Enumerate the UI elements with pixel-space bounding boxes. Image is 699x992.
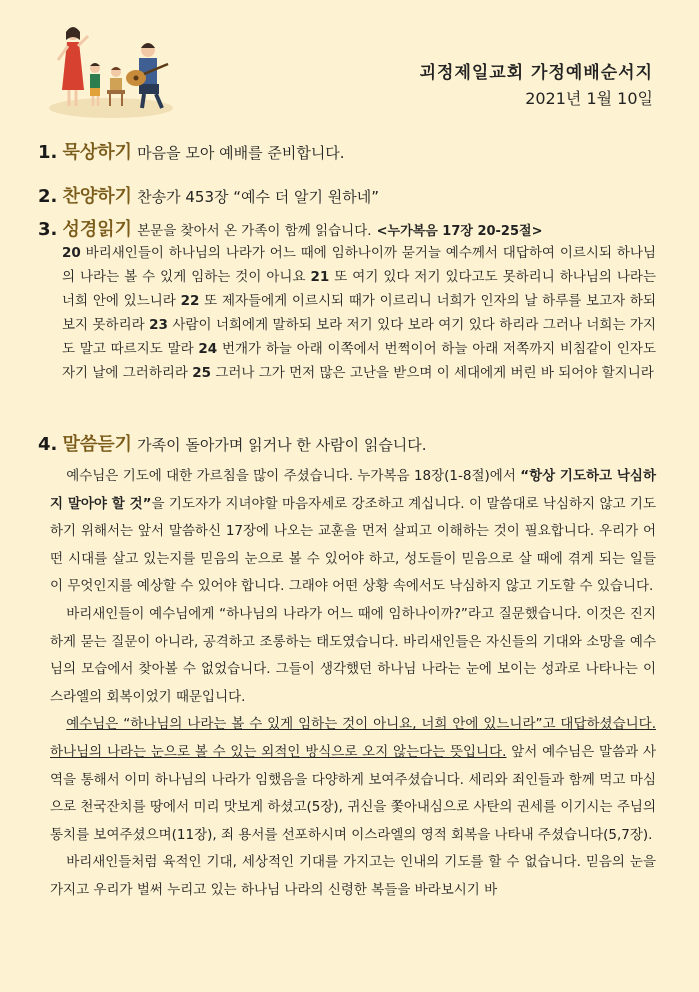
section-number: 3. [38,219,58,240]
section-title: 묵상하기 [62,142,133,163]
section-meditation [38,138,345,164]
sermon-text: 앞서 예수님은 말씀과 사역을 통해서 이미 하나님의 나라가 임했음을 다양하게 보여주셨습니다. 세리와 죄인들과 함께 먹고 마심으로 천국잔치를 땅에서 미리 맛보게 하셨고(5장), 귀신을 쫓아내심으로 사탄의 권세를 이기시는 주님의 통치를 보여주셨으며(11장), 죄 용서를 선포하시며 이스라엘의 영적 회복을 나타내 주셨습니다(5,7장). [50,743,656,843]
church-title: 괴정제일교회 가정예배순서지 [419,63,653,83]
family-worship-illustration [44,20,179,120]
section-number: 1. [38,142,58,163]
sermon-text: 예수님은 기도에 대한 가르침을 많이 주셨습니다. 누가복음 18장(1-8절)에서 [66,468,521,484]
section-description: 본문을 찾아서 온 가족이 함께 읽습니다. [137,223,372,239]
verse-text: 바리새인들이 하나님의 나라가 어느 때에 임하나이까 묻거늘 예수께서 대답하여 이르시되 하나님의 나라는 볼 수 있게 임하는 것이 아니요 [62,245,656,285]
verse-text: 사람이 너희에게 말하되 보라 저기 있다 보라 여기 있다 하리라 그러나 너희는 가지도 말고 따르지도 말라 [62,317,657,357]
section-description: 찬송가 453장 “예수 더 알기 원하네” [137,188,380,206]
mother-figure [58,27,88,106]
verse-number: 24 [198,341,218,357]
section-number: 2. [38,186,58,207]
sermon-text: 을 기도자가 지녀야할 마음자세로 강조하고 계십니다. 이 말씀대로 낙심하지 않고 기도하기 위해서는 앞서 말씀하신 17장에 나오는 교훈을 먼저 살피고 이해하는 것이 필요합니다. 우리가 어떤 시대를 살고 있는지를 믿음의 눈으로 볼 수 있어야 하고, 성도들이 믿음으로 살 때에 겪게 되는 일들이 무엇인지를 예상할 수 있어야 합니다. 그래야 어떤 상황 속에서도 낙심하지 않고 기도할 수 있습니다. [50,495,656,595]
verse-text: 번개가 하늘 아래 이쪽에서 번쩍이어 하늘 아래 저쪽까지 비침같이 인자도 자기 날에 그러하리라 [62,341,656,381]
sermon-paragraph [50,463,656,601]
scripture-reference: <누가복음 17장 20-25절> [376,224,543,239]
verse-number: 20 [62,245,81,261]
section-title: 성경읽기 [62,219,133,240]
verse-text: 또 여기 있다 저기 있다고도 못하리니 하나님의 나라는 너희 안에 있느니라 [62,269,656,309]
verse-text: 또 제자들에게 이르시되 때가 이르리니 너희가 인자의 날 하루를 보고자 하되 보지 못하리라 [62,293,656,333]
underlined-text: 예수님은 “하나님의 나라는 볼 수 있게 임하는 것이 아니요, 너희 안에 있느니라”고 대답하셨습니다. 하나님의 나라는 눈으로 볼 수 있는 외적인 방식으로 오지 않는다는 뜻입니다. [50,716,656,760]
verse-number: 21 [310,269,330,285]
section-description: 가족이 돌아가며 읽거나 한 사람이 읽습니다. [137,436,427,454]
verse-number: 23 [149,317,168,333]
sermon-paragraph: 바리새인들이 예수님에게 “하나님의 나라가 어느 때에 임하나이까?”라고 질문했습니다. 이것은 진지하게 묻는 질문이 아니라, 공격하고 조롱하는 태도였습니다. 바리새인들은 자신들의 기대와 소망을 예수님의 모습에서 찾아볼 수 없었습니다. 그들이 생각했던 하나님 나라는 눈에 보이는 성과로 나타나는 이스라엘의 회복이었기 때문입니다. [50,605,656,705]
section-praise [38,182,379,208]
section-title: 말씀듣기 [62,434,133,455]
section-title: 찬양하기 [62,186,133,207]
section-number: 4. [38,434,58,455]
verse-number: 22 [180,293,200,309]
father-figure [126,43,168,108]
verse-number: 25 [192,365,212,381]
sermon-paragraph: 바리새인들처럼 육적인 기대, 세상적인 기대를 가지고는 인내의 기도를 할 수 없습니다. 믿음의 눈을 가지고 우리가 벌써 누리고 있는 하나님 나라의 신령한 복들을 바라보시기 바 [50,854,656,898]
service-date: 2021년 1월 10일 [525,89,653,108]
scripture-passage [62,241,656,385]
emphasis-text: “항상 기도하고 낙심하지 말아야 할 것” [50,468,656,512]
sermon-body [50,463,656,905]
section-scripture-reading [38,215,542,241]
section-description: 마음을 모아 예배를 준비합니다. [137,144,345,162]
section-sermon [38,430,427,456]
sermon-paragraph [50,711,656,849]
verse-text: 그러나 그가 먼저 많은 고난을 받으며 이 세대에게 버린 바 되어야 할지니라 [215,365,654,381]
